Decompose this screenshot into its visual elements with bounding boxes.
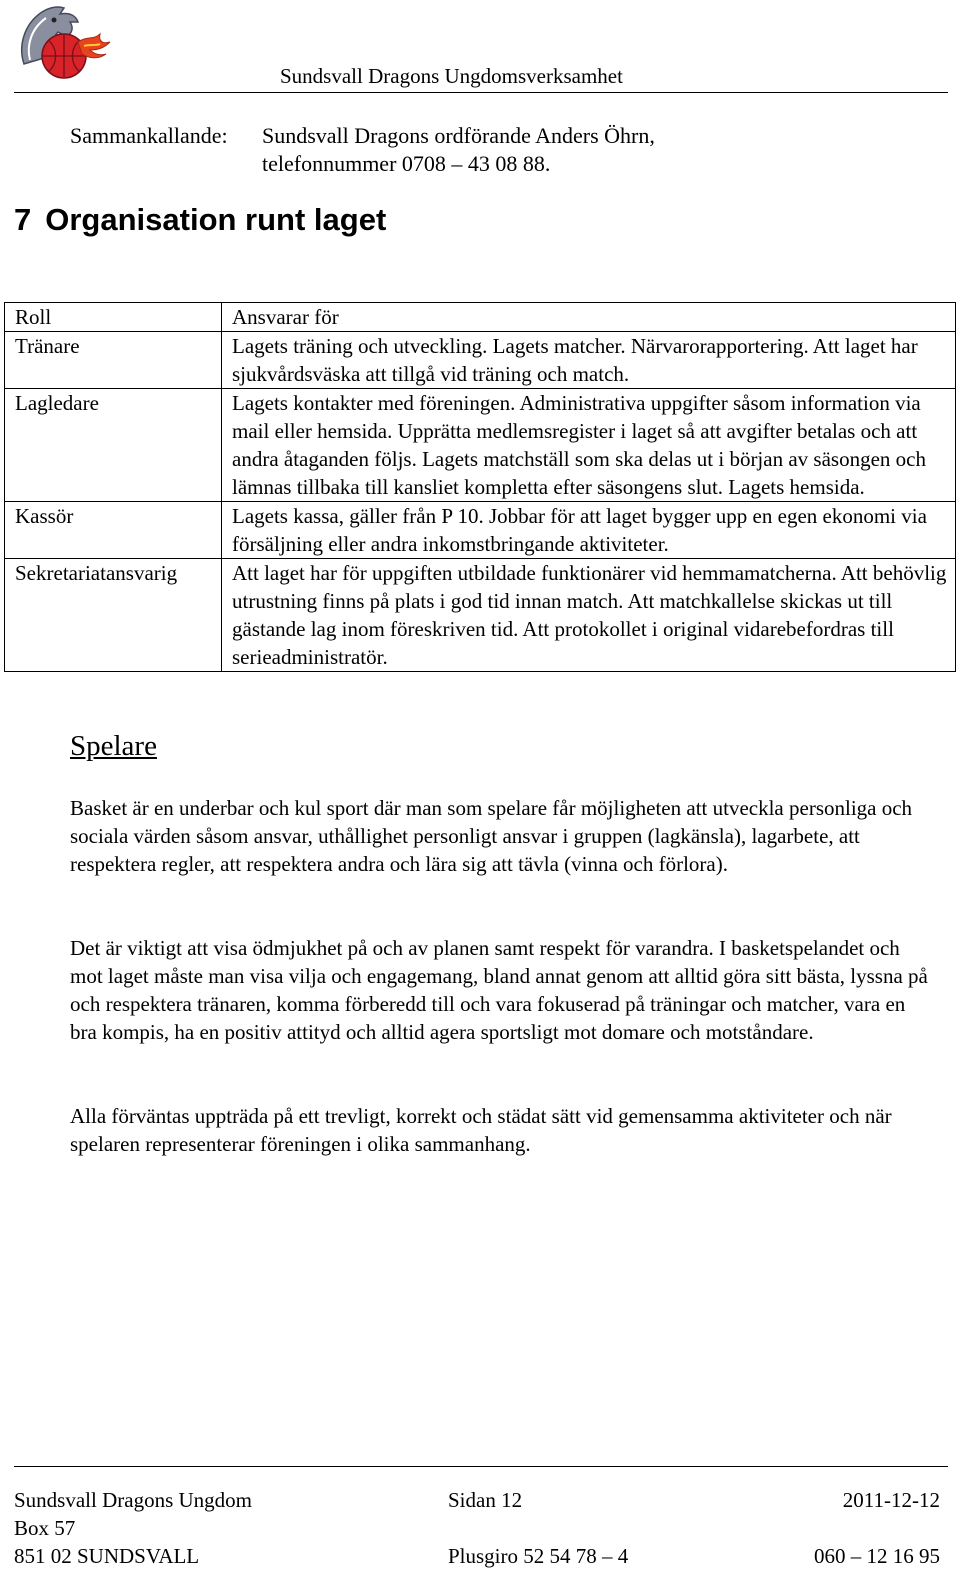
footer-box: Box 57 [14,1516,76,1540]
role-cell: Lagledare [5,389,222,502]
role-cell: Sekretariatansvarig [5,559,222,672]
players-paragraph-3: Alla förväntas uppträda på ett trevligt, korrekt och städat sätt vid gemensamma aktiviteter och när spelaren representerar föreningen i olika sammanhang. [70,1104,892,1156]
footer-page-number: Sidan 12 [448,1488,523,1512]
convener-line-2: telefonnummer 0708 – 43 08 88. [262,151,551,176]
table-row [5,389,956,502]
convener-line-1: Sundsvall Dragons ordförande Anders Öhrn, [262,123,655,148]
footer-address: 851 02 SUNDSVALL [14,1544,200,1568]
section-title-text: Organisation runt laget [45,202,387,237]
page-footer [14,1486,940,1570]
footer-date: 2011-12-12 [842,1488,940,1512]
footer-org-name: Sundsvall Dragons Ungdom [14,1488,252,1512]
table-row [5,559,956,672]
footer-phone: 060 – 12 16 95 [814,1544,940,1568]
table-row [5,502,956,559]
players-heading: Spelare [70,730,157,762]
header-divider [14,92,948,93]
section-heading [14,202,386,238]
convener-label: Sammankallande: [70,123,228,148]
responsibility-cell: Att laget har för uppgiften utbildade funktionärer vid hemmamatcherna. Att behövlig utrustning finns på plats i god tid innan match. Att matchkallelse skickas ut till gästande lag inom föreskriven tid. Att protokollet i original vidarebefordras till serieadministratör. [222,559,956,672]
footer-divider [14,1466,948,1467]
role-cell: Tränare [5,332,222,389]
responsibility-cell: Lagets kassa, gäller från P 10. Jobbar för att laget bygger upp en egen ekonomi via försäljning eller andra inkomstbringande aktiviteter. [222,502,956,559]
organisation-table [4,302,956,672]
column-header-role: Roll [5,303,222,332]
table-header-row [5,303,956,332]
responsibility-cell: Lagets kontakter med föreningen. Administrativa uppgifter såsom information via mail eller hemsida. Upprätta medlemsregister i laget så att avgifter betalas och att andra åtaganden följs. Lagets matchställ som ska delas ut i början av säsongen och lämnas tillbaka till kansliet kompletta efter säsongens slut. Lagets hemsida. [222,389,956,502]
table-row [5,332,956,389]
dragon-basketball-logo-icon [14,2,112,84]
role-cell: Kassör [5,502,222,559]
players-paragraph-2: Det är viktigt att visa ödmjukhet på och av planen samt respekt för varandra. I basketspelandet och mot laget måste man visa vilja och engagemang, bland annat genom att alltid göra sitt bästa, lyssna på och respektera tränaren, komma förberedd till och vara fokuserad på träningar och matcher, vara en bra kompis, ha en positiv attityd och alltid agera sportsligt mot domare och motståndare. [70,936,928,1044]
column-header-responsibility: Ansvarar för [222,303,956,332]
footer-plusgiro: Plusgiro 52 54 78 – 4 [448,1544,629,1568]
section-number: 7 [14,202,32,237]
responsibility-cell: Lagets träning och utveckling. Lagets matcher. Närvarorapportering. Att laget har sjukvårdsväska att tillgå vid träning och match. [222,332,956,389]
players-paragraph-1: Basket är en underbar och kul sport där man som spelare får möjligheten att utveckla personliga och sociala värden såsom ansvar, uthållighet personligt ansvar i gruppen (lagkänsla), lagarbete, att respektera regler, att respektera andra och lära sig att tävla (vinna och förlora). [70,796,913,876]
document-header-title: Sundsvall Dragons Ungdomsverksamhet [280,64,623,88]
